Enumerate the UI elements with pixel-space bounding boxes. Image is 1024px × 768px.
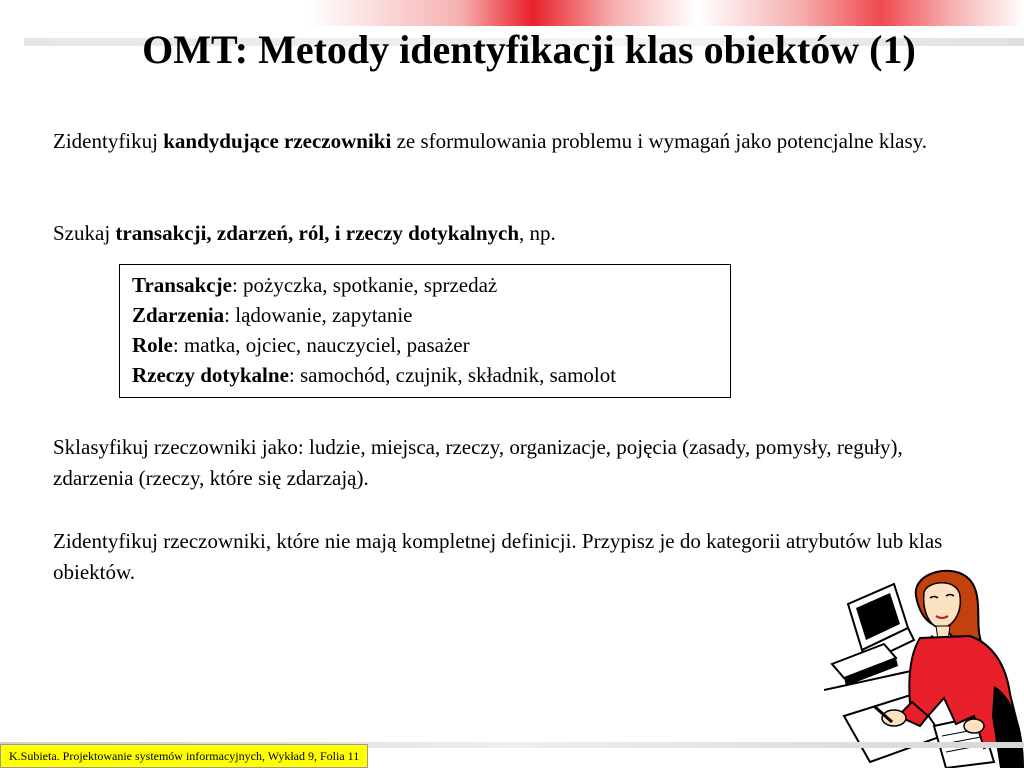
p2-prefix: Szukaj (53, 221, 116, 245)
p1-bold: kandydujące rzeczowniki (163, 129, 392, 153)
example-row-events (132, 300, 730, 330)
paragraph-search (53, 218, 953, 249)
p1-suffix: ze sformulowania problemu i wymagań jako potencjalne klasy. (391, 129, 928, 153)
example-row-transactions (132, 270, 730, 300)
p2-bold: transakcji, zdarzeń, ról, i rzeczy dotykalnych (115, 221, 519, 245)
woman-at-computer-illustration (824, 566, 1024, 768)
example-term: Role (132, 333, 173, 357)
example-term: Rzeczy dotykalne (132, 363, 289, 387)
p1-prefix: Zidentyfikuj (53, 129, 164, 153)
example-items: : pożyczka, spotkanie, sprzedaż (231, 273, 498, 297)
example-items: : samochód, czujnik, składnik, samolot (288, 363, 617, 387)
slide-title: OMT: Metody identyfikacji klas obiektów (1) (142, 27, 916, 72)
example-row-roles (132, 330, 730, 360)
example-term: Transakcje (132, 273, 232, 297)
example-items: : lądowanie, zapytanie (224, 303, 413, 327)
paragraph-incomplete-definitions: Zidentyfikuj rzeczowniki, które nie mają kompletnej definicji. Przypisz je do kategorii atrybutów lub klas obiektów. (53, 529, 943, 584)
examples-box (119, 264, 731, 398)
paragraph-candidate-nouns (53, 126, 953, 157)
example-term: Zdarzenia (132, 303, 225, 327)
monitor-icon (832, 584, 914, 686)
example-items: : matka, ojciec, nauczyciel, pasażer (172, 333, 470, 357)
p2-suffix: , np. (519, 221, 556, 245)
example-row-tangible-things (132, 360, 730, 390)
footer-caption: K.Subieta. Projektowanie systemów informacyjnych, Wykład 9, Folia 11 (0, 744, 368, 768)
paragraph-classify: Sklasyfikuj rzeczowniki jako: ludzie, miejsca, rzeczy, organizacje, pojęcia (zasady, pomysły, reguły), zdarzenia (rzeczy, które się zdarzają). (53, 435, 903, 490)
top-gradient-bar (0, 0, 1024, 26)
